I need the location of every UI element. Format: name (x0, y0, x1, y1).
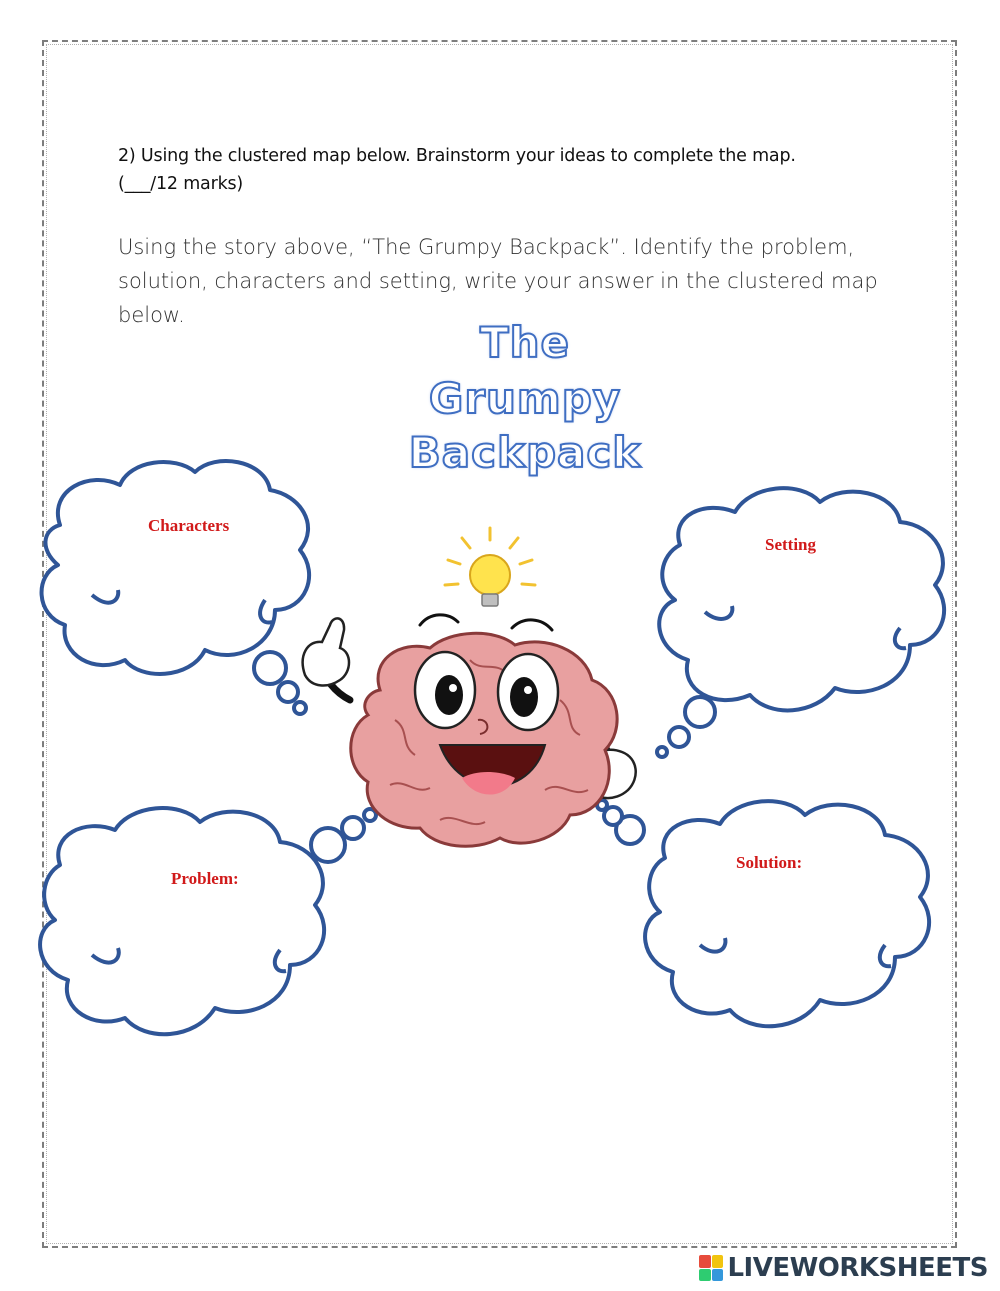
title-line-1: The (479, 318, 571, 367)
title-line-3: Backpack (408, 428, 642, 477)
footer-brand (699, 1253, 988, 1283)
title-line-2: Grumpy (428, 374, 622, 423)
brain-mascot (303, 615, 636, 846)
cloud-problem[interactable] (40, 808, 376, 1034)
brand-name: LIVEWORKSHEETS (727, 1253, 988, 1283)
label-characters: Characters (148, 516, 230, 535)
lightbulb-icon (445, 528, 535, 606)
cloud-setting[interactable] (657, 488, 944, 757)
liveworksheets-logo-icon (699, 1255, 723, 1281)
question-prompt: 2) Using the clustered map below. Brainstorm your ideas to complete the map. (118, 146, 796, 166)
label-solution: Solution: (736, 853, 803, 872)
label-problem: Problem: (171, 869, 239, 888)
cloud-solution[interactable] (597, 800, 929, 1026)
cloud-characters[interactable] (42, 461, 310, 714)
label-setting: Setting (765, 535, 816, 554)
instructions-text: Using the story above, “The Grumpy Backpack”. Identify the problem, solution, characters and setting, write your answer in the clustered map below. (118, 235, 878, 327)
question-marks: (___/12 marks) (118, 174, 244, 194)
